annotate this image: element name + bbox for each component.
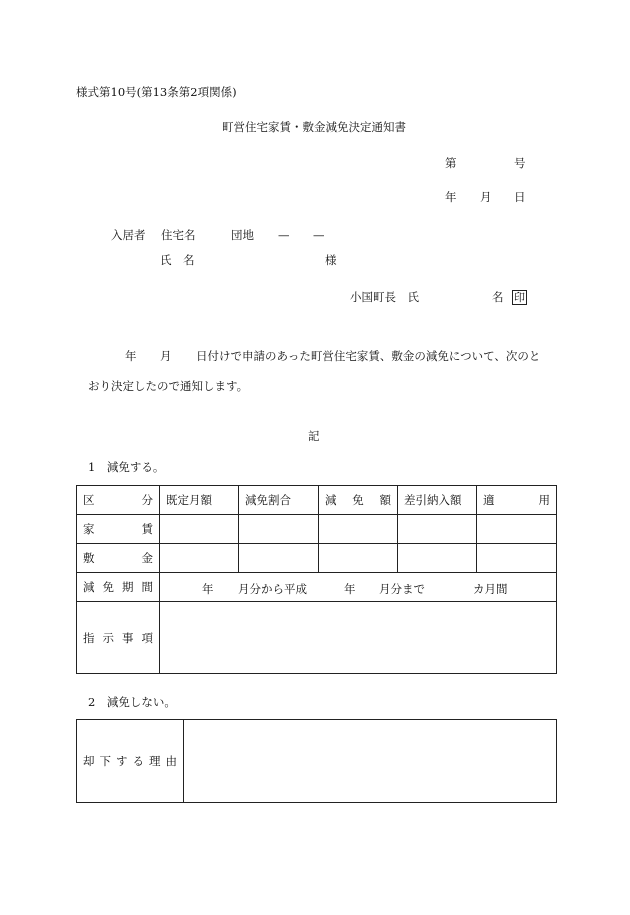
table-cell[interactable]	[160, 544, 239, 573]
danchi-label: 団地	[231, 228, 254, 242]
section-2-heading: 2 減免しない。	[88, 695, 176, 709]
house-name-label: 住宅名	[161, 228, 196, 242]
period-month-to: 月分まで	[379, 582, 425, 596]
document-title: 町営住宅家賃・敷金減免決定通知書	[222, 120, 406, 134]
instructions-value[interactable]	[160, 602, 557, 674]
body-line-2: おり決定したので通知します。	[88, 379, 249, 393]
date-year: 年	[445, 190, 457, 204]
reason-value[interactable]	[184, 720, 557, 803]
sama-label: 様	[325, 253, 337, 267]
issuer-title: 小国町長 氏	[350, 290, 419, 304]
body-month: 月	[160, 349, 172, 363]
period-row	[77, 573, 557, 602]
doc-no-dai: 第	[445, 156, 457, 170]
doc-no-go: 号	[514, 156, 526, 170]
date-day: 日	[514, 190, 526, 204]
header-application: 適 用	[477, 486, 557, 515]
seal-mark: 印	[514, 291, 525, 304]
dash-1: —	[278, 228, 290, 242]
period-year-b: 年	[344, 582, 356, 596]
resident-label: 入居者	[111, 228, 146, 242]
row-label-rent: 家 賃	[77, 515, 160, 544]
body-year: 年	[125, 349, 137, 363]
table-cell[interactable]	[319, 544, 398, 573]
header-base-monthly: 既定月額	[160, 486, 239, 515]
table-header-row	[77, 486, 557, 515]
period-year-a: 年	[202, 582, 214, 596]
name-label: 氏 名	[160, 253, 195, 267]
form-number: 様式第10号(第13条第2項関係)	[76, 85, 237, 99]
rejection-table	[76, 719, 557, 803]
section-1-heading: 1 減免する。	[88, 460, 165, 474]
table-cell[interactable]	[477, 544, 557, 573]
header-net-payment: 差引納入額	[398, 486, 477, 515]
dash-2: —	[313, 228, 325, 242]
table-cell[interactable]	[398, 515, 477, 544]
table-row	[77, 544, 557, 573]
issuer-mei: 名	[492, 290, 504, 304]
reduction-table	[76, 485, 557, 674]
body-line-1: 日付けで申請のあった町営住宅家賃、敷金の減免について、次のと	[196, 349, 541, 363]
table-cell[interactable]	[398, 544, 477, 573]
period-value[interactable]	[160, 573, 557, 602]
period-label: 減 免 期 間	[77, 573, 160, 602]
header-reduction-rate: 減免割合	[239, 486, 319, 515]
table-row	[77, 515, 557, 544]
period-month-from: 月分から平成	[238, 582, 307, 596]
reason-label: 却 下 す る 理 由	[77, 720, 184, 803]
date-month: 月	[480, 190, 492, 204]
table-cell[interactable]	[160, 515, 239, 544]
table-cell[interactable]	[239, 515, 319, 544]
ki-heading: 記	[308, 429, 320, 443]
instructions-row	[77, 602, 557, 674]
period-months: カ月間	[473, 582, 508, 596]
header-reduction-amount: 減 免 額	[319, 486, 398, 515]
header-category: 区 分	[77, 486, 160, 515]
row-label-deposit: 敷 金	[77, 544, 160, 573]
table-cell[interactable]	[477, 515, 557, 544]
table-cell[interactable]	[239, 544, 319, 573]
table-cell[interactable]	[319, 515, 398, 544]
instructions-label: 指 示 事 項	[77, 602, 160, 674]
